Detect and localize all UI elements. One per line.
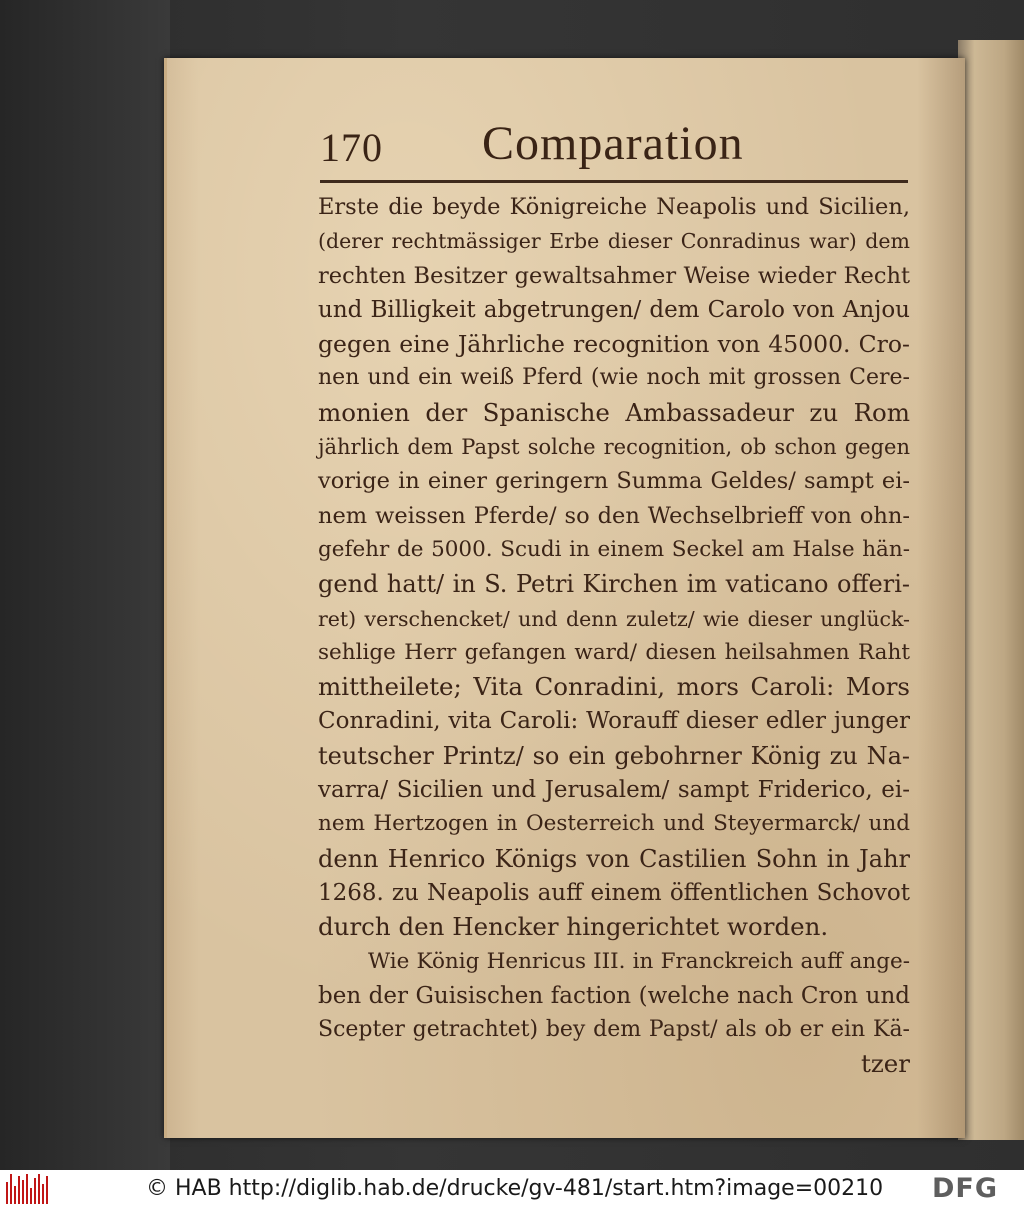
dfg-logo: DFG: [932, 1173, 999, 1204]
text-line: ben der Guisischen faction (welche nach Cron und: [318, 982, 910, 1009]
text-line: durch den Hencker hingerichtet worden.: [318, 912, 829, 942]
text-line: gegen eine Jährliche recognition von 45000. Cro-: [318, 330, 910, 359]
text-line: 1268. zu Neapolis auff einem öffentlichen Schovot: [318, 879, 910, 906]
footer-bar: [0, 1170, 1024, 1209]
text-line: und Billigkeit abgetrungen/ dem Carolo von Anjou: [318, 296, 910, 323]
text-line: varra/ Sicilien und Jerusalem/ sampt Friderico, ei-: [318, 777, 910, 804]
text-line: Conradini, vita Caroli: Worauff dieser edler junger: [318, 708, 910, 735]
text-line: sehlige Herr gefangen ward/ diesen heilsahmen Raht: [318, 639, 910, 665]
left-binding-shadow: [0, 0, 170, 1170]
text-line: monien der Spanische Ambassadeur zu Rom: [318, 397, 910, 427]
text-line: vorige in einer geringern Summa Geldes/ sampt ei-: [318, 468, 910, 495]
page-number: 170: [320, 125, 383, 170]
text-line: gefehr de 5000. Scudi in einem Seckel am Halse hän-: [318, 536, 910, 562]
hab-logo-icon: [6, 1174, 48, 1204]
catchword: tzer: [861, 1049, 910, 1079]
text-line: ret) verschencket/ und denn zuletz/ wie dieser unglück-: [318, 606, 910, 631]
footer-credit: © HAB http://diglib.hab.de/drucke/gv-481/start.htm?image=00210: [146, 1176, 884, 1201]
text-line: jährlich dem Papst solche recognition, ob schon gegen: [318, 435, 910, 460]
text-line: (derer rechtmässiger Erbe dieser Conradinus war) dem: [318, 229, 910, 254]
text-line: Scepter getrachtet) bey dem Papst/ als ob er ein Kä-: [318, 1017, 910, 1043]
text-line: rechten Besitzer gewaltsahmer Weise wieder Recht: [318, 262, 910, 289]
body-text: [318, 190, 910, 1082]
header-rule: [320, 180, 908, 183]
facing-page-bleed: [962, 70, 1022, 1120]
text-line: denn Henrico Königs von Castilien Sohn in Jahr: [318, 844, 910, 873]
running-title: Comparation: [482, 117, 744, 170]
text-line: Erste die beyde Königreiche Neapolis und Sicilien,: [318, 194, 910, 220]
text-line: nem Hertzogen in Oesterreich und Steyermarck/ und: [318, 811, 910, 837]
text-line: nem weissen Pferde/ so den Wechselbrieff von ohn-: [318, 502, 910, 529]
text-line: Wie König Henricus III. in Franckreich auff ange-: [368, 948, 910, 974]
text-line: nen und ein weiß Pferd (wie noch mit grossen Cere-: [318, 365, 910, 391]
text-line: gend hatt/ in S. Petri Kirchen im vaticano offeri-: [318, 570, 910, 599]
text-line: mittheilete; Vita Conradini, mors Caroli: Mors: [318, 672, 910, 702]
text-line: teutscher Printz/ so ein gebohrner König zu Na-: [318, 741, 910, 770]
